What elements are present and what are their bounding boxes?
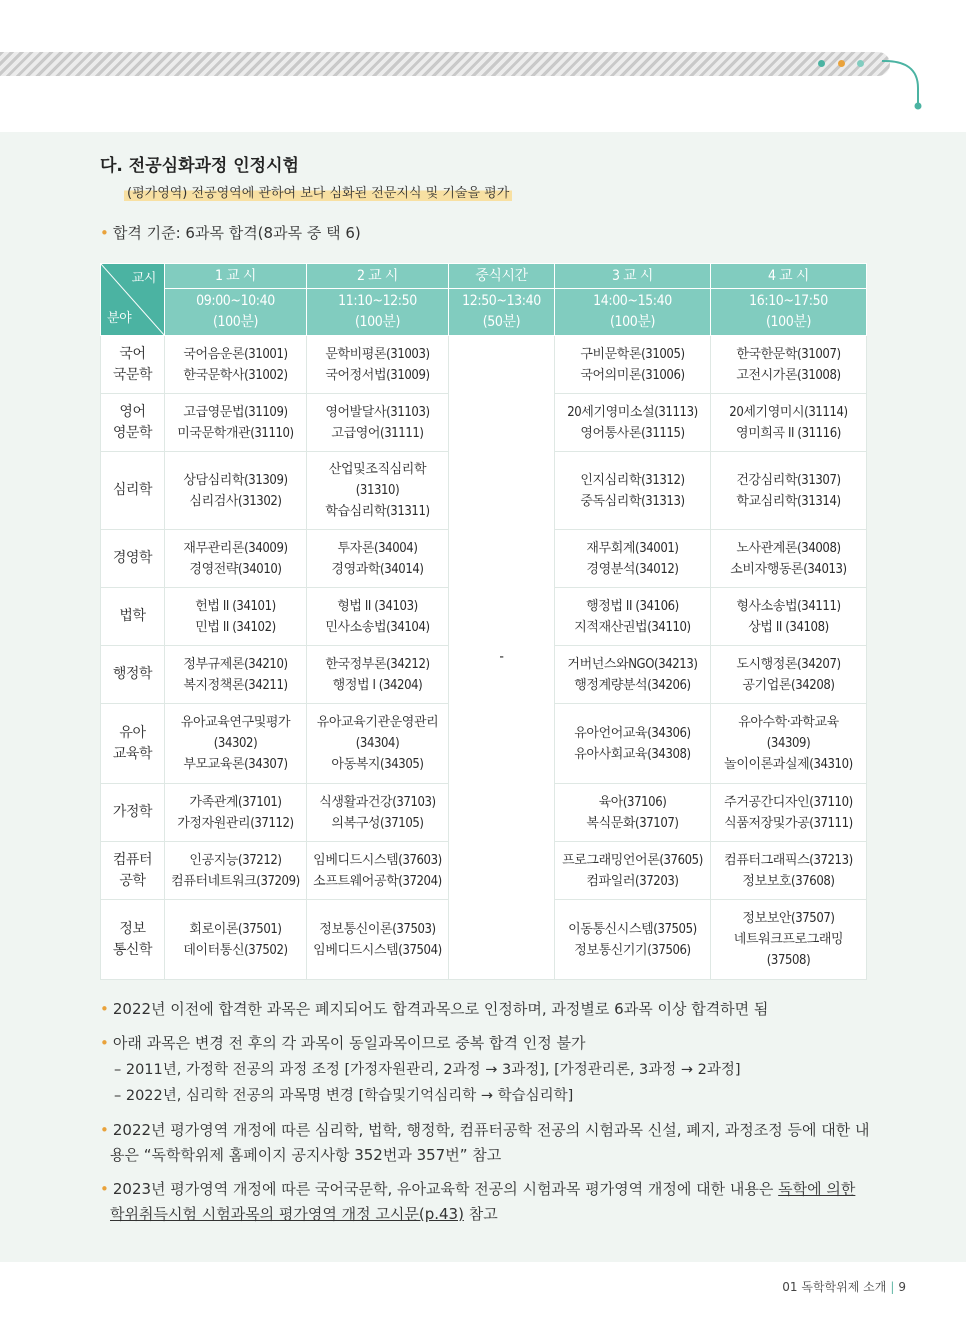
field-cell	[101, 336, 165, 394]
note-sub-item: – 2011년, 가정학 전공의 과정 조정 [가정자원관리, 2과정 → 3과정], [가정관리론, 3과정 → 2과정]	[114, 1062, 741, 1078]
cell-line: 고전시가론(31008)	[736, 367, 841, 383]
bullet-icon: •	[100, 224, 109, 242]
time: 14:00~15:40	[593, 293, 672, 309]
cell-line: 행정법 II (34106)	[586, 598, 679, 614]
cell-line: 형법 II (34103)	[337, 598, 418, 614]
decor-dot-teal	[818, 60, 825, 67]
note-text: 2022년 이전에 합격한 과목은 폐지되어도 합격과목으로 인정하며, 과정별로 6과목 이상 합격하면 됨	[112, 1000, 769, 1018]
note-text: 2022년 평가영역 개정에 따른 심리학, 법학, 행정학, 컴퓨터공학 전공의 시험과목 신설, 폐지, 과정조정 등에 대한 내용은 “독학학위제 홈페이지 공지사항 352번과 357번” 참고	[110, 1121, 870, 1164]
period-1-cell	[165, 784, 307, 842]
duration: (100분)	[610, 314, 655, 330]
cell-line: 영문학	[112, 424, 153, 441]
period-2-cell	[307, 646, 449, 704]
cell-line: 구비문학론(31005)	[580, 346, 685, 362]
note-1	[100, 997, 870, 1022]
corner-label-field: 분야	[107, 311, 132, 326]
time: 12:50~13:40	[462, 293, 541, 309]
cell-line: 한국한문학(31007)	[736, 346, 841, 362]
cell-line: (34302)	[213, 736, 258, 751]
cell-line: 법학	[119, 608, 146, 624]
duration: (100분)	[766, 314, 811, 330]
time: 09:00~10:40	[196, 293, 275, 309]
cell-line: 소비자행동론(34013)	[730, 561, 847, 577]
cell-line: 고급영문법(31109)	[183, 404, 288, 420]
period-4-cell	[711, 842, 867, 900]
cell-line: 교육학	[112, 745, 153, 762]
period-4-header: 4 교 시	[711, 264, 867, 289]
cell-line: 가정자원관리(37112)	[177, 815, 294, 831]
notice-reference-link[interactable]: 독학에 의한 학위취득시험 시험과목의 평가영역 개정 고시문(p.43)	[110, 1180, 856, 1223]
period-1-cell	[165, 530, 307, 588]
period-3-cell	[555, 336, 711, 394]
cell-line: 가족관계(37101)	[189, 794, 282, 810]
period-4-cell	[711, 588, 867, 646]
bullet-icon: •	[100, 1034, 109, 1052]
period-1-cell	[165, 646, 307, 704]
period-2-time	[307, 289, 449, 336]
cell-line: 정보통신이론(37503)	[319, 921, 436, 937]
cell-line: 미국문학개관(31110)	[177, 425, 294, 441]
cell-line: 행정법 I (34204)	[332, 677, 423, 693]
footer-separator: |	[890, 1280, 895, 1294]
cell-line: 한국정부론(34212)	[325, 656, 430, 672]
bullet-icon: •	[100, 1180, 109, 1198]
field-cell	[101, 900, 165, 980]
cell-line: 컴퓨터네트워크(37209)	[171, 873, 300, 889]
corner-label-period: 교시	[131, 271, 156, 286]
field-cell	[101, 842, 165, 900]
period-1-time	[165, 289, 307, 336]
cell-line: 국어음운론(31001)	[183, 346, 288, 362]
period-3-cell	[555, 784, 711, 842]
cell-line: 국문학	[112, 366, 153, 383]
cell-line: 컴파일러(37203)	[586, 873, 679, 889]
period-2-cell	[307, 336, 449, 394]
cell-line: (31310)	[355, 483, 400, 498]
cell-line: 의복구성(37105)	[331, 815, 424, 831]
cell-line: 임베디드시스템(37603)	[313, 852, 442, 868]
exam-schedule-table	[100, 263, 867, 980]
bullet-icon: •	[100, 1000, 109, 1018]
lunch-header: 중식시간	[449, 264, 555, 289]
cell-line: 유아수학·과학교육	[738, 715, 839, 730]
period-2-cell	[307, 784, 449, 842]
field-cell	[101, 646, 165, 704]
note-4	[100, 1177, 870, 1227]
cell-line: 임베디드시스템(37504)	[313, 942, 442, 958]
cell-line: 컴퓨터그래픽스(37213)	[724, 852, 853, 868]
period-3-cell	[555, 394, 711, 452]
cell-line: 상담심리학(31309)	[183, 472, 288, 488]
cell-line: 학교심리학(31314)	[736, 493, 841, 509]
cell-line: 상법 II (34108)	[748, 619, 829, 635]
duration: (100분)	[213, 314, 258, 330]
cell-line: 공기업론(34208)	[742, 677, 835, 693]
cell-line: 공학	[119, 872, 146, 889]
period-2-cell	[307, 588, 449, 646]
lunch-time	[449, 289, 555, 336]
period-4-cell	[711, 900, 867, 980]
cell-line: 재무관리론(34009)	[183, 540, 288, 556]
cell-line: 헌법 II (34101)	[195, 598, 276, 614]
cell-line: 노사관계론(34008)	[736, 540, 841, 556]
cell-line: 가정학	[112, 804, 153, 820]
note-2-sub	[114, 1057, 870, 1109]
period-1-cell	[165, 336, 307, 394]
note-text: 참고	[463, 1205, 498, 1223]
period-2-cell	[307, 704, 449, 784]
cell-line: 식품저장및가공(37111)	[724, 815, 853, 831]
period-2-cell	[307, 452, 449, 530]
cell-line: 경영전략(34010)	[189, 561, 282, 577]
period-4-cell	[711, 452, 867, 530]
cell-line: 유아교육연구및평가	[180, 715, 291, 730]
cell-line: 재무회계(34001)	[586, 540, 679, 556]
cell-line: 영미희곡 II (31116)	[736, 425, 841, 441]
period-3-cell	[555, 530, 711, 588]
duration: (50분)	[482, 314, 521, 330]
duration: (100분)	[355, 314, 400, 330]
page-footer	[782, 1278, 906, 1295]
cell-line: 거버넌스와NGO(34213)	[567, 656, 698, 672]
cell-line: 경영분석(34012)	[586, 561, 679, 577]
cell-line: 유아언어교육(34306)	[574, 725, 691, 741]
field-cell	[101, 530, 165, 588]
cell-line: 소프트웨어공학(37204)	[313, 873, 442, 889]
cell-line: 정부규제론(34210)	[183, 656, 288, 672]
cell-line: 도시행정론(34207)	[736, 656, 841, 672]
period-4-cell	[711, 704, 867, 784]
cell-line: 중독심리학(31313)	[580, 493, 685, 509]
note-sub-item: – 2022년, 심리학 전공의 과목명 변경 [학습및기억심리학 → 학습심리학]	[114, 1088, 574, 1104]
period-3-cell	[555, 900, 711, 980]
period-4-cell	[711, 394, 867, 452]
period-1-cell	[165, 704, 307, 784]
cell-line: 심리학	[112, 482, 153, 498]
cell-line: 고급영어(31111)	[331, 425, 424, 441]
cell-line: 이동통신시스템(37505)	[568, 921, 697, 937]
cell-line: 주거공간디자인(37110)	[724, 794, 853, 810]
pass-criteria-text: 합격 기준: 6과목 합격(8과목 중 택 6)	[112, 224, 361, 242]
period-1-cell	[165, 900, 307, 980]
note-2	[100, 1031, 870, 1056]
period-3-cell	[555, 646, 711, 704]
pass-criteria	[100, 222, 361, 243]
decor-dot-orange	[838, 60, 845, 67]
cell-line: 정보통신기기(37506)	[574, 942, 691, 958]
page-number: 9	[898, 1280, 906, 1294]
time: 16:10~17:50	[749, 293, 828, 309]
note-3	[100, 1118, 870, 1168]
period-1-cell	[165, 842, 307, 900]
cell-line: 문학비평론(31003)	[325, 346, 430, 362]
cell-line: 데이터통신(37502)	[183, 942, 288, 958]
cell-line: 심리검사(31302)	[189, 493, 282, 509]
period-3-header: 3 교 시	[555, 264, 711, 289]
field-cell	[101, 704, 165, 784]
cell-line: 회로이론(37501)	[189, 921, 282, 937]
period-3-cell	[555, 452, 711, 530]
field-cell	[101, 588, 165, 646]
cell-line: 컴퓨터	[112, 851, 153, 868]
cell-line: 산업및조직심리학	[328, 462, 427, 477]
period-2-cell	[307, 842, 449, 900]
cell-line: 국어의미론(31006)	[580, 367, 685, 383]
cell-line: 국어	[119, 345, 146, 362]
period-1-cell	[165, 588, 307, 646]
decor-dot-mint	[857, 60, 864, 67]
period-2-header: 2 교 시	[307, 264, 449, 289]
period-3-cell	[555, 588, 711, 646]
bullet-icon: •	[100, 1121, 109, 1139]
period-1-header: 1 교 시	[165, 264, 307, 289]
cell-line: 통신학	[112, 941, 153, 958]
period-2-cell	[307, 530, 449, 588]
cell-line: 인공지능(37212)	[189, 852, 282, 868]
chapter-label: 01 독학학위제 소개	[782, 1280, 887, 1294]
cell-line: 지적재산권법(34110)	[574, 619, 691, 635]
cell-line: 민법 II (34102)	[195, 619, 276, 635]
cell-line: 영어발달사(31103)	[325, 404, 430, 420]
cell-line: 식생활과건강(37103)	[319, 794, 436, 810]
cell-line: (37508)	[766, 953, 811, 968]
period-4-cell	[711, 646, 867, 704]
cell-line: 학습심리학(31311)	[325, 504, 430, 519]
table-corner-header	[101, 264, 165, 336]
note-text: 2023년 평가영역 개정에 따른 국어국문학, 유아교육학 전공의 시험과목 평가영역 개정에 대한 내용은	[112, 1180, 779, 1198]
field-cell	[101, 394, 165, 452]
period-4-time	[711, 289, 867, 336]
field-cell	[101, 452, 165, 530]
cell-line: 경영과학(34014)	[331, 561, 424, 577]
cell-line: 정보보안(37507)	[742, 911, 835, 926]
decorative-stripe	[0, 52, 890, 76]
cell-line: 네트워크프로그래밍	[733, 932, 844, 947]
period-1-cell	[165, 452, 307, 530]
lunch-cell: -	[449, 336, 555, 980]
field-cell	[101, 784, 165, 842]
time: 11:10~12:50	[338, 293, 417, 309]
cell-line: 한국문학사(31002)	[183, 367, 288, 383]
decorative-curve	[880, 58, 930, 114]
cell-line: 민사소송법(34104)	[325, 619, 430, 635]
cell-line: 유아	[119, 724, 146, 741]
cell-line: 투자론(34004)	[337, 540, 418, 556]
cell-line: 영어통사론(31115)	[580, 425, 685, 441]
notes	[100, 997, 870, 1236]
cell-line: 행정계량분석(34206)	[574, 677, 691, 693]
cell-line: (34309)	[766, 736, 811, 751]
period-2-cell	[307, 900, 449, 980]
cell-line: 국어정서법(31009)	[325, 367, 430, 383]
cell-line: 형사소송법(34111)	[736, 598, 841, 614]
period-1-cell	[165, 394, 307, 452]
cell-line: 건강심리학(31307)	[736, 472, 841, 488]
cell-line: (34304)	[355, 736, 400, 751]
cell-line: 영어	[119, 403, 146, 420]
cell-line: 놀이이론과실제(34310)	[724, 757, 853, 772]
cell-line: 아동복지(34305)	[331, 757, 424, 772]
period-4-cell	[711, 530, 867, 588]
cell-line: 정보	[119, 920, 146, 937]
cell-line: 유아사회교육(34308)	[574, 746, 691, 762]
cell-line: 20세기영미소설(31113)	[567, 404, 698, 420]
cell-line: 경영학	[112, 550, 153, 566]
cell-line: 복지정책론(34211)	[183, 677, 288, 693]
cell-line: 인지심리학(31312)	[580, 472, 685, 488]
period-2-cell	[307, 394, 449, 452]
cell-line: 행정학	[112, 666, 153, 682]
cell-line: 복식문화(37107)	[586, 815, 679, 831]
cell-line: 정보보호(37608)	[742, 873, 835, 889]
period-4-cell	[711, 784, 867, 842]
period-4-cell	[711, 336, 867, 394]
period-3-cell	[555, 842, 711, 900]
cell-line: 프로그래밍언어론(37605)	[562, 852, 703, 868]
period-3-time	[555, 289, 711, 336]
note-text: 아래 과목은 변경 전 후의 각 과목이 동일과목이므로 중복 합격 인정 불가	[112, 1034, 586, 1052]
cell-line: 육아(37106)	[598, 794, 667, 810]
table-row	[101, 336, 867, 394]
cell-line: 20세기영미시(31114)	[729, 404, 848, 420]
period-3-cell	[555, 704, 711, 784]
cell-line: 유아교육기관운영관리	[316, 715, 439, 730]
cell-line: 부모교육론(34307)	[183, 757, 288, 772]
section-title: 다. 전공심화과정 인정시험	[100, 156, 299, 176]
section-subtitle: (평가영역) 전공영역에 관하여 보다 심화된 전문지식 및 기술을 평가	[124, 182, 512, 201]
